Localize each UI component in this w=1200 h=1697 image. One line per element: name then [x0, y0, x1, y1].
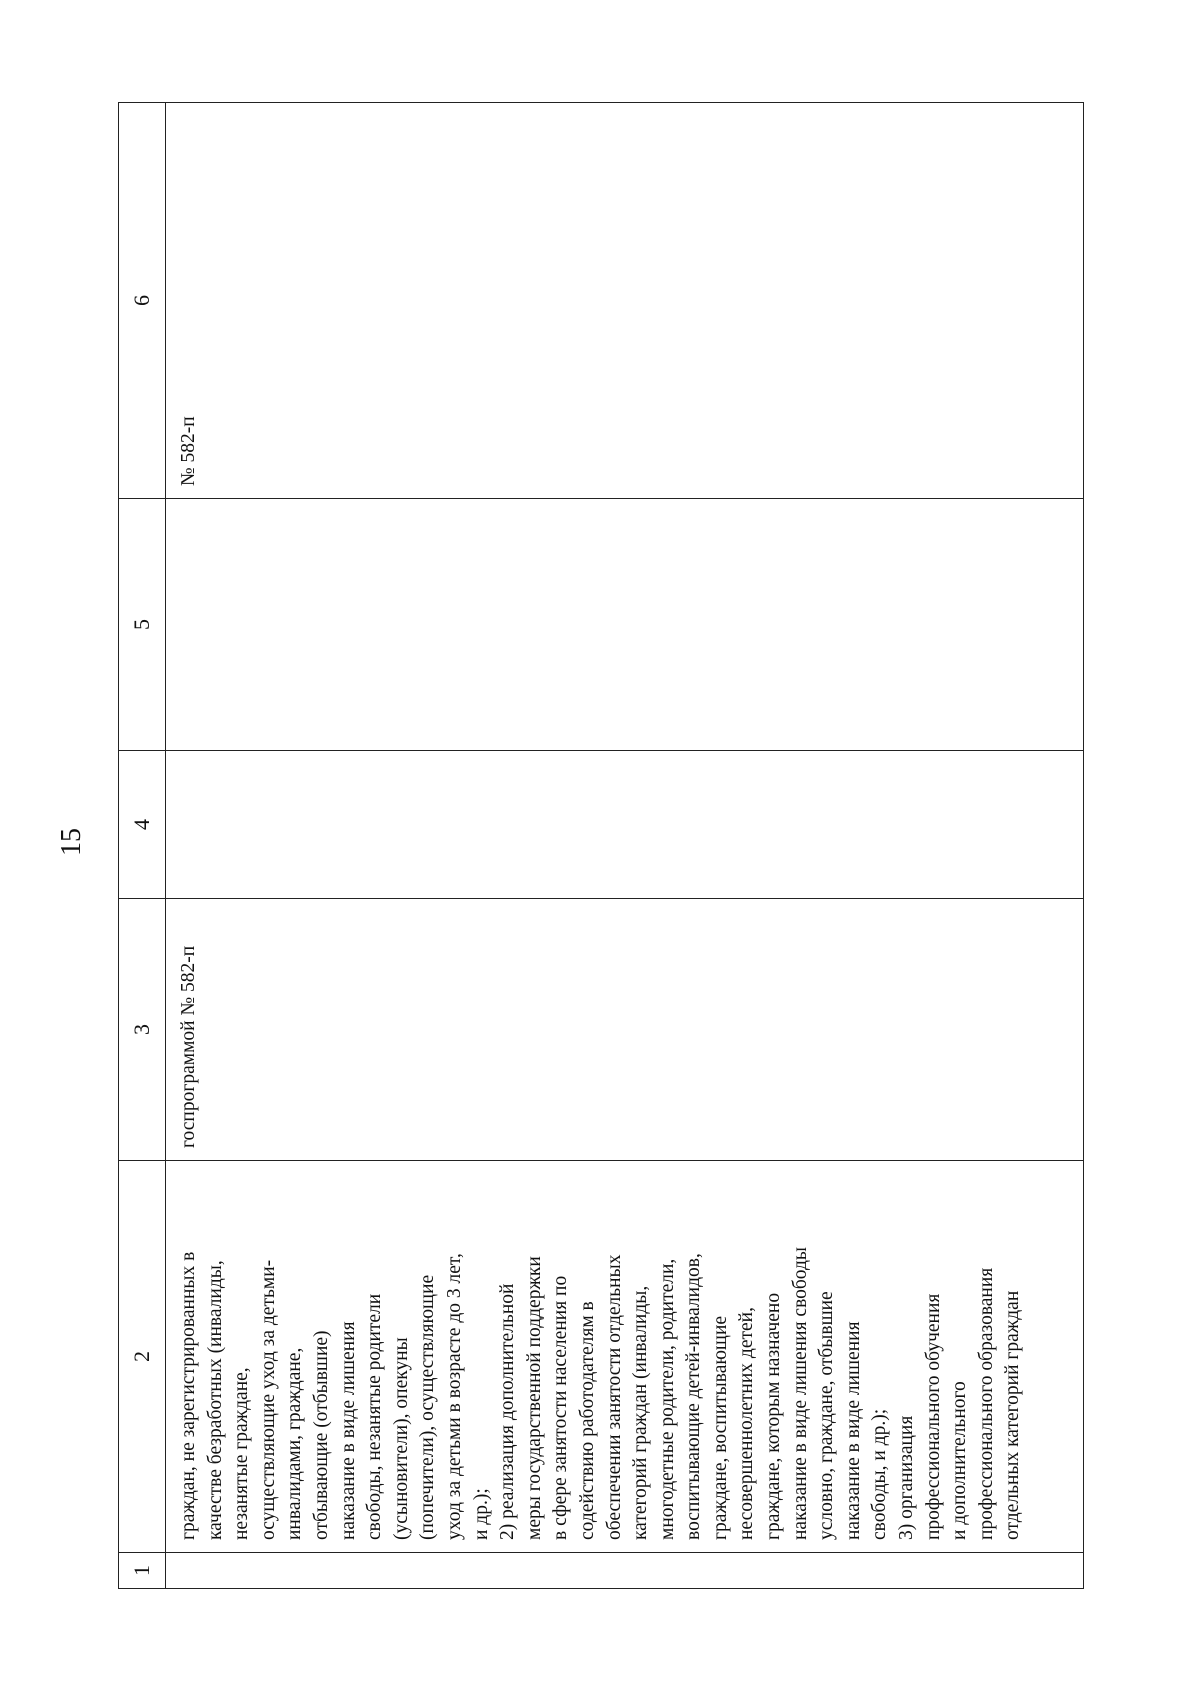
cell-col-2	[166, 1161, 1084, 1553]
header-col-3: 3	[119, 899, 166, 1161]
table-row	[166, 103, 1084, 1589]
cell-col-4-text	[166, 751, 180, 898]
cell-col-5	[166, 499, 1084, 751]
cell-col-4	[166, 751, 1084, 899]
cell-col-1	[166, 1553, 1084, 1589]
header-col-5: 5	[119, 499, 166, 751]
header-col-4: 4	[119, 751, 166, 899]
header-col-6: 6	[119, 103, 166, 499]
cell-col-5-text	[166, 499, 180, 750]
header-col-2: 2	[119, 1161, 166, 1553]
rotated-table-wrapper	[118, 103, 1084, 1589]
cell-col-6	[166, 103, 1084, 499]
cell-col-1-text	[166, 1553, 180, 1588]
header-col-1: 1	[119, 1553, 166, 1589]
cell-col-2-text: граждан, не зарегистрированных в качестве безработных (инвалиды, незанятые граждане, осуществляющие уход за детьми- инвалидами, граждане, отбывающие (отбывшие) наказание в виде лишения свободы, незанятые родители (усыновители), опекуны (попечители), осуществляющие уход за детьми в возрасте до 3 лет, и др.); 2) реализация дополнительной меры государственной поддержки в сфере занятости населения по содействию работодателям в обеспечении занятости отдельных категорий граждан (инвалиды, многодетные родители, родители, воспитывающие детей-инвалидов, граждане, воспитывающие несовершеннолетних детей, граждане, которым назначено наказание в виде лишения свободы условно, граждане, отбывшие наказание в виде лишения свободы, и др.); 3) организация профессионального обучения и дополнительного профессионального образования отдельных категорий граждан	[178, 1246, 1024, 1540]
cell-col-3-text: госпрограммой № 582-п	[178, 945, 199, 1148]
page-number: 15	[56, 828, 87, 856]
cell-col-3	[166, 899, 1084, 1161]
program-table	[118, 102, 1084, 1589]
header-row	[119, 103, 166, 1589]
cell-col-6-text: № 582-п	[178, 416, 199, 486]
